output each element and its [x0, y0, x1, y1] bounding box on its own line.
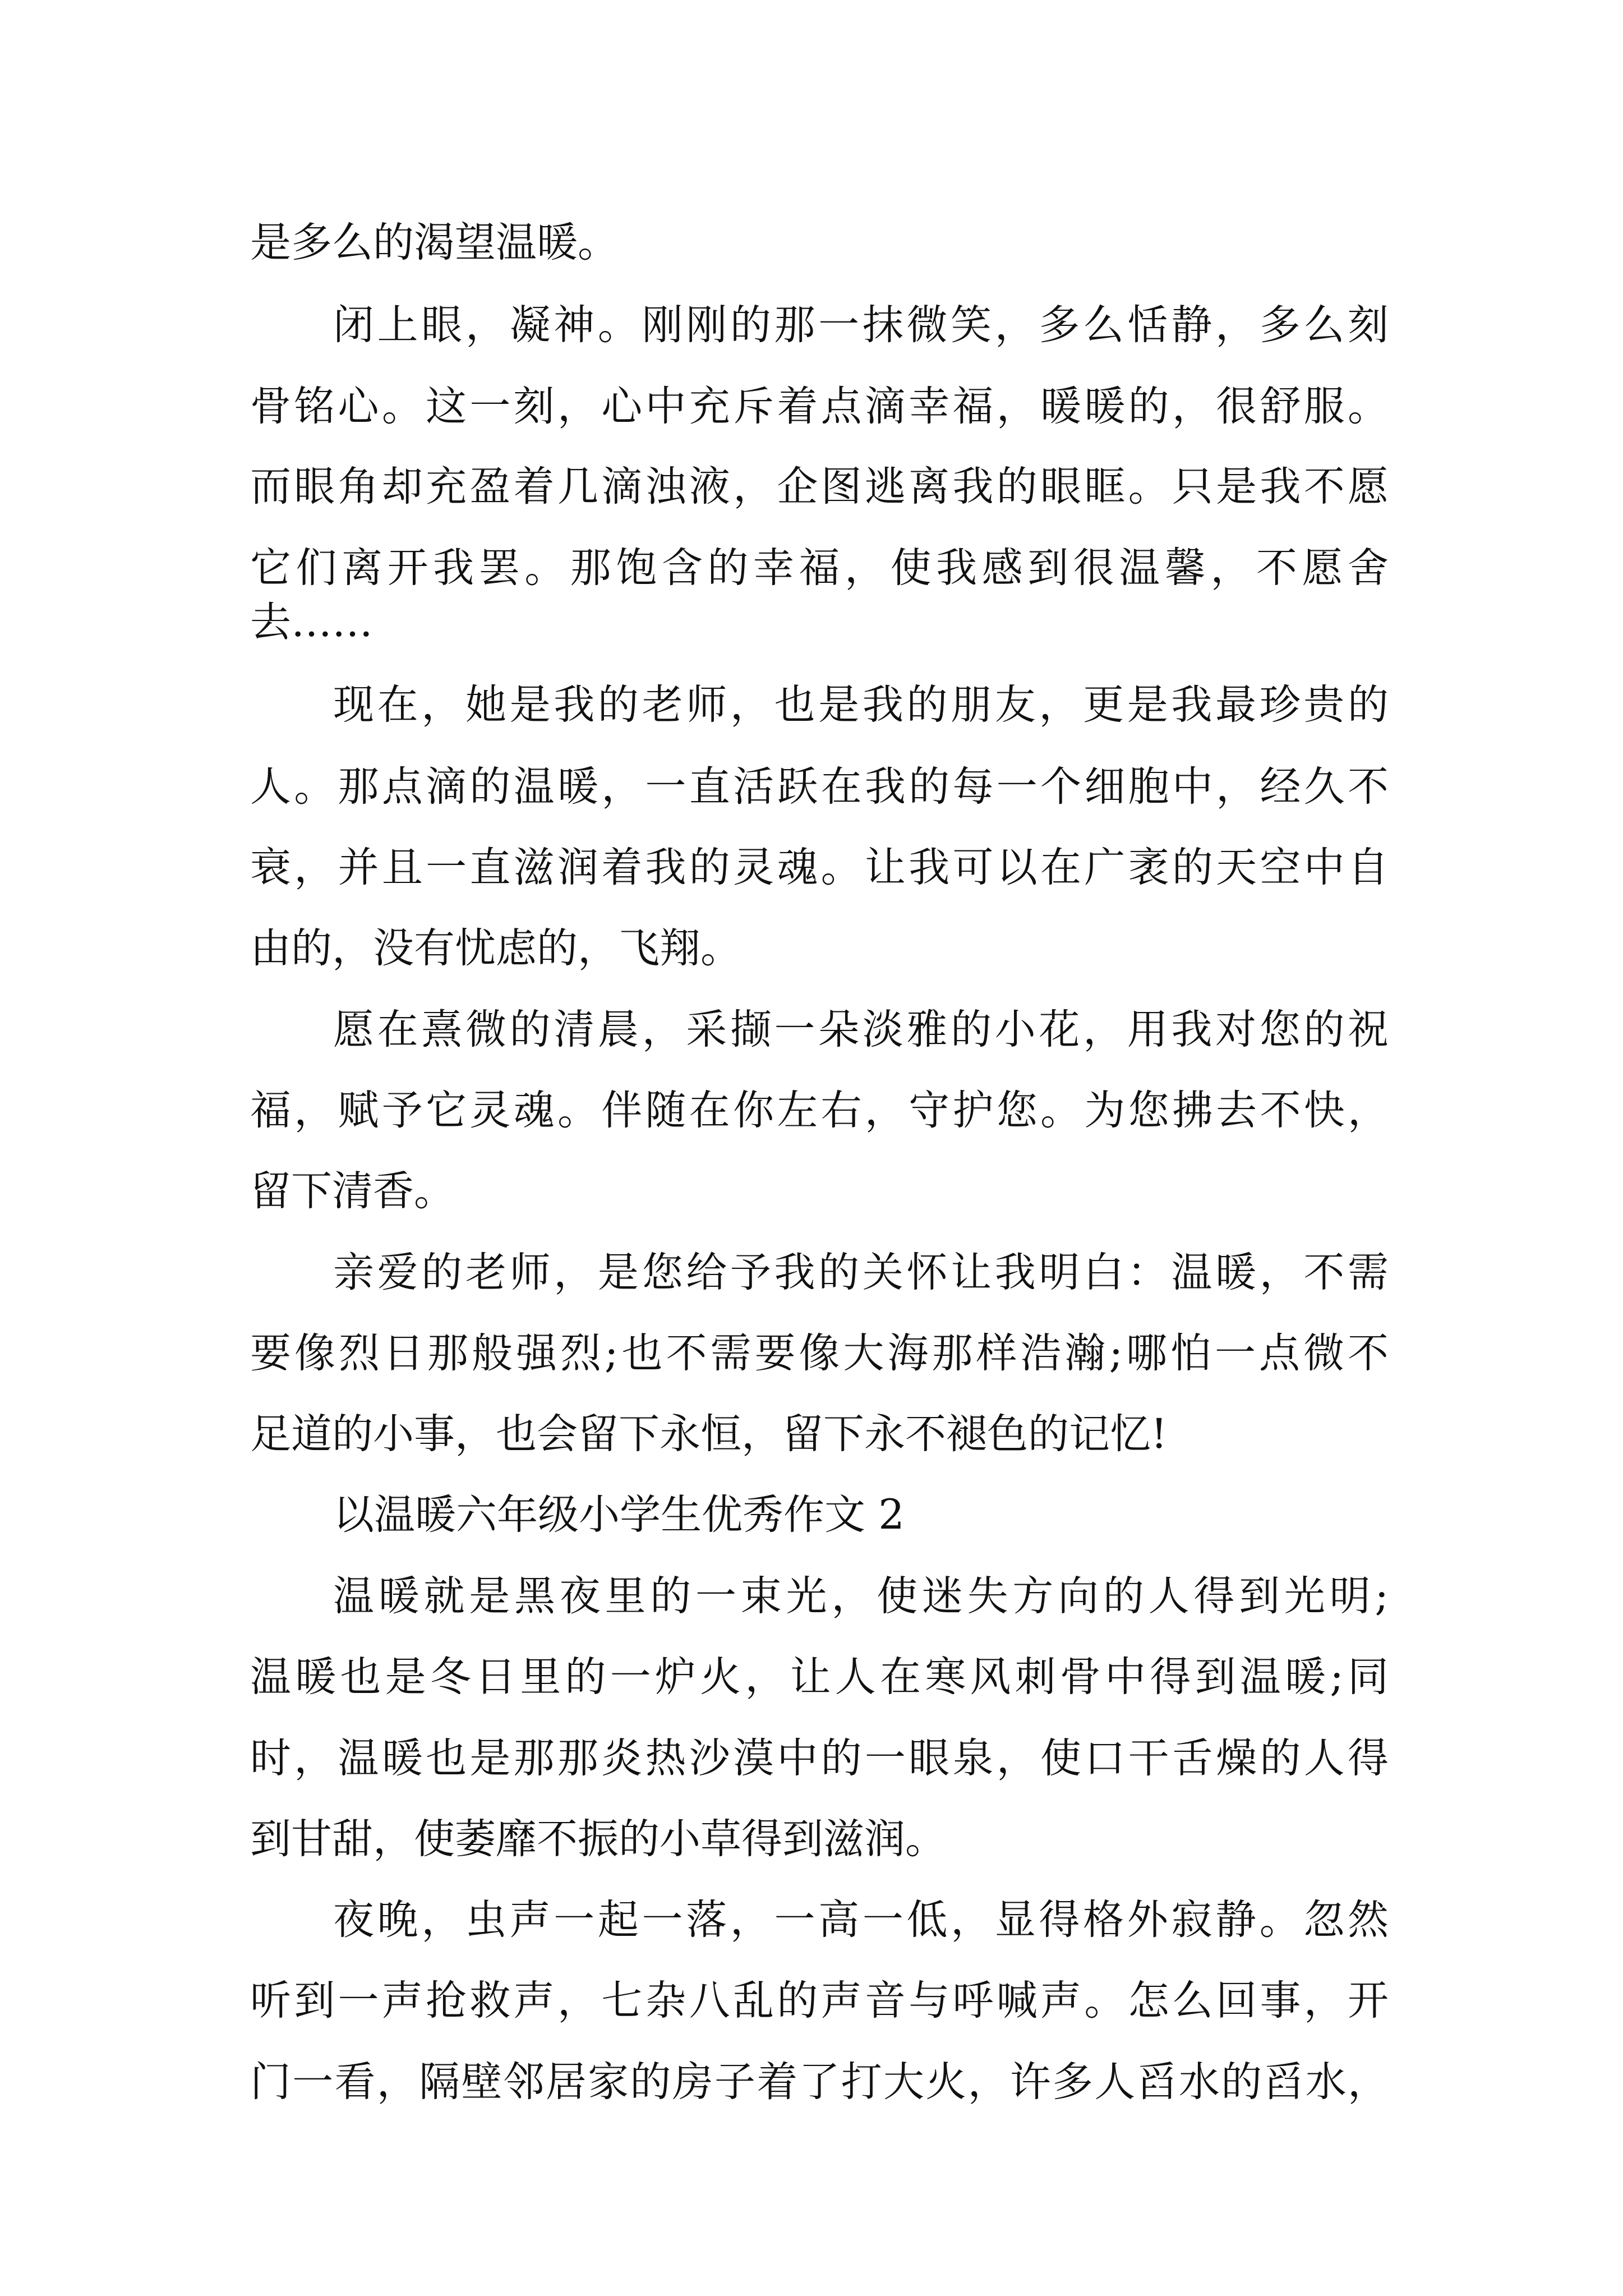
- text-line: 要像烈日那般强烈;也不需要像大海那样浩瀚;哪怕一点微不: [250, 1329, 1389, 1377]
- text-line: 而眼角却充盈着几滴浊液，企图逃离我的眼眶。只是我不愿: [250, 463, 1389, 510]
- text-line: 骨铭心。这一刻，心中充斥着点滴幸福，暖暖的，很舒服。: [250, 383, 1389, 430]
- text-line: 留下清香。: [250, 1167, 455, 1215]
- text-line: 去……: [250, 599, 373, 646]
- text-line: 门一看，隔壁邻居家的房子着了打大火，许多人舀水的舀水，: [250, 2058, 1389, 2106]
- paragraph-first-line: 亲爱的老师，是您给予我的关怀让我明白：温暖，不需: [333, 1249, 1389, 1296]
- essay-title: 以温暖六年级小学生优秀作文 2: [333, 1491, 905, 1539]
- text-line: 人。那点滴的温暖，一直活跃在我的每一个细胞中，经久不: [250, 763, 1389, 811]
- paragraph-first-line: 愿在熹微的清晨，采撷一朵淡雅的小花，用我对您的祝: [333, 1006, 1389, 1053]
- text-line: 是多么的渴望温暖。: [250, 219, 619, 266]
- text-line: 到甘甜，使萎靡不振的小草得到滋润。: [250, 1815, 946, 1863]
- paragraph-first-line: 夜晚，虫声一起一落，一高一低，显得格外寂静。忽然: [333, 1896, 1389, 1944]
- text-line: 由的，没有忧虑的，飞翔。: [250, 924, 741, 972]
- text-line: 福，赋予它灵魂。伴随在你左右，守护您。为您拂去不快，: [250, 1087, 1389, 1134]
- text-line: 时，温暖也是那那炎热沙漠中的一眼泉，使口干舌燥的人得: [250, 1734, 1389, 1782]
- paragraph-first-line: 现在，她是我的老师，也是我的朋友，更是我最珍贵的: [333, 681, 1389, 729]
- paragraph-first-line: 温暖就是黑夜里的一束光，使迷失方向的人得到光明;: [333, 1572, 1389, 1620]
- text-line: 它们离开我罢。那饱含的幸福，使我感到很温馨，不愿舍: [250, 544, 1389, 592]
- paragraph-first-line: 闭上眼，凝神。刚刚的那一抹微笑，多么恬静，多么刻: [333, 301, 1389, 349]
- text-line: 衰，并且一直滋润着我的灵魂。让我可以在广袤的天空中自: [250, 844, 1389, 891]
- text-line: 足道的小事，也会留下永恒，留下永不褪色的记忆!: [250, 1410, 1168, 1458]
- text-line: 温暖也是冬日里的一炉火，让人在寒风刺骨中得到温暖;同: [250, 1653, 1389, 1701]
- text-line: 听到一声抢救声，七杂八乱的声音与呼喊声。怎么回事，开: [250, 1977, 1389, 2024]
